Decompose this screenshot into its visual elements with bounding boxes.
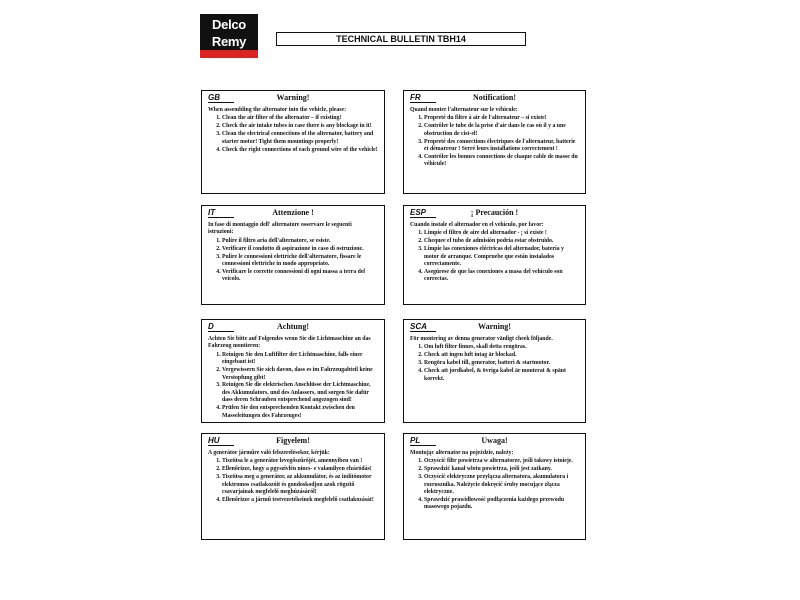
list-item: 2. Sprawdzić kanał wlotu powietrza, jeśli jest zatkany. [424, 466, 579, 473]
language-code: SCA [410, 323, 436, 332]
notice-box-it [201, 205, 385, 305]
notice-box-d [201, 319, 385, 423]
notice-box-gb [201, 90, 385, 194]
notice-intro: When assembling the alternator into the vehicle, please: [208, 107, 347, 113]
notice-intro: Achten Sie bitte auf Folgendes wenn Sie die Lichtmaschine an das Fahrzeug montieren: [208, 336, 371, 350]
list-item: 2. Vergewissern Sie sich davon, dass es im Fahrzeugabteil keine Verstopfung gibt! [222, 367, 378, 382]
notice-list [410, 230, 579, 283]
list-item: 3. Propreté des connections électriques de l'alternateur, batterie et démarreur ! Serré leurs installations correctement ! [424, 139, 579, 154]
notice-intro: In fase di montaggio dell' alternatore osservare le seguenti istruzioni: [208, 222, 352, 236]
list-item: 3. Tisztítsa meg a generátor, az akkumulátor, és az indítómotor elektromos csatlakozóit és gondoskodjon azok rögzítő csavarjainak megfelelő meghúzásáról! [222, 474, 378, 496]
language-code: ESP [410, 209, 436, 218]
list-item: 4. Verificare le corrette connessioni di ogni massa a terra del veicolo. [222, 269, 378, 284]
notice-box-pl [403, 433, 586, 540]
list-item: 4. Check att jordkabel, & övriga kabel är monterat & spänt korrekt. [424, 368, 579, 383]
list-item: 3. Pulire le connessioni elettriche dell'alternatore, fissare le connessioni elettriche in modo appropriato. [222, 254, 378, 269]
list-item: 3. Rengöra kabel till, generator, batteri & startmotor. [424, 360, 579, 367]
notice-list [410, 344, 579, 383]
bulletin-title: TECHNICAL BULLETIN TBH14 [276, 32, 526, 46]
notice-list [208, 238, 378, 284]
language-code: HU [208, 437, 234, 446]
notice-title: Notification! [472, 93, 517, 102]
list-item: 3. Reinigen Sie die elektrischen Anschlüsse der Lichtmaschine, des Akkumulators, und des Anlassers, und sorgen Sie dafür dass deren Schrauben entsprechend angezogen sind! [222, 382, 378, 404]
list-item: 1. Pulire il filtro aria dell'alternatore, se esiste. [222, 238, 378, 245]
notice-box-sca [403, 319, 586, 423]
list-item: 1. Limpie el filtro de aire del alternador - ¡ si existe ! [424, 230, 579, 237]
language-code: GB [208, 94, 234, 103]
notice-list [208, 115, 378, 154]
list-item: 2. Verificare il condotto di aspirazione in caso di ostruzione. [222, 246, 378, 253]
language-code: IT [208, 209, 234, 218]
list-item: 2. Ellenőrizze, hogy a pgyszívlén nincs- e valamilyen elzáródás! [222, 466, 378, 473]
list-item: 3. Limpie las conexiones eléctricas del alternador, batería y motor de arranque. Compruebe que están instalados correctamente. [424, 246, 579, 268]
list-item: 3. Oczyścić elektryczne przyłącza alternatora, akumulatora i rozrusznika. Należycie dokręcić śruby mocujące złącza elektryczne. [424, 474, 579, 496]
list-item: 2. Check the air intake tubes in case there is any blockage in it! [222, 123, 378, 130]
list-item: 2. Check att ingen luft intag är blockad. [424, 352, 579, 359]
notice-box-fr [403, 90, 586, 194]
list-item: 2. Contrôler le tube de la prise d'air dans le cas où il y a une obstruction de cist-el! [424, 123, 579, 138]
notice-box-hu [201, 433, 385, 540]
list-item: 1. Reinigen Sie den Luftfilter der Lichtmaschine, falls einer eingebaut ist! [222, 352, 378, 367]
language-code: PL [410, 437, 436, 446]
list-item: 1. Tisztítsa le a generátor levegőszűrőjét, amennyiben van ! [222, 458, 378, 465]
list-item: 4. Sprawdzić prawidłowość podłączenia każdego przewodu masowego pojazdu. [424, 497, 579, 512]
notice-title: ¡ Precaución ! [470, 208, 519, 217]
notice-intro: Cuando instale el alternador en el vehículo, por favor: [410, 222, 544, 228]
list-item: 4. Prüfen Sie den entsprechenden Kontakt zwischen den Masseleitungen des Fahrzeuges! [222, 405, 378, 420]
list-item: 1. Om luft filter finnes, skall detta rengöras. [424, 344, 579, 351]
list-item: 3. Clean the electrical connections of the alternator, battery and starter motor! Tight them mountings properly! [222, 131, 378, 146]
logo-line-1: Delco [212, 17, 246, 32]
language-code: D [208, 323, 234, 332]
notice-intro: Quand monter l'alternateur sur le véhicule: [410, 107, 518, 113]
notice-intro: A generátor járműre való felszerelésekor, kérjük: [208, 450, 330, 456]
notice-intro: För montering av denna generator vänligt cheek följande. [410, 336, 553, 342]
notice-intro: Montując alternator na pojeździe, należy: [410, 450, 514, 456]
list-item: 4. Ellenőrizze a jármű testvezetékeinek megfelelő csatlakozását! [222, 497, 378, 504]
list-item: 4. Check the right connections of each ground wire of the vehicle! [222, 147, 378, 154]
notice-list [410, 115, 579, 168]
language-code: FR [410, 94, 436, 103]
list-item: 2. Chequee el tubo de admisión podría estar obstruido. [424, 238, 579, 245]
notice-list [208, 458, 378, 504]
notice-title: Figyelem! [276, 436, 310, 445]
notice-title: Achtung! [276, 322, 309, 331]
list-item: 1. Clean the air filter of the alternator – if existing! [222, 115, 378, 122]
list-item: 4. Contrôler les bonnes connections de chaque cable de masse du véhicule! [424, 154, 579, 169]
list-item: 1. Oczyścić filtr powietrza w alternatorze, jeśli takowy istnieje. [424, 458, 579, 465]
notice-title: Warning! [478, 322, 511, 331]
notice-list [208, 352, 378, 420]
list-item: 4. Asegúrese de que las conexiones a masa del vehículo son correctas. [424, 269, 579, 284]
notice-box-esp [403, 205, 586, 305]
logo-line-2: Remy [211, 34, 247, 49]
logo-red-bar [200, 50, 258, 58]
list-item: 1. Propreté du filtre à air de l'alternateur – si existe! [424, 115, 579, 122]
notice-title: Attenzione ! [272, 208, 314, 217]
notice-list [410, 458, 579, 511]
delco-remy-logo [200, 14, 258, 58]
notice-title: Uwaga! [481, 436, 508, 445]
notice-title: Warning! [276, 93, 310, 102]
